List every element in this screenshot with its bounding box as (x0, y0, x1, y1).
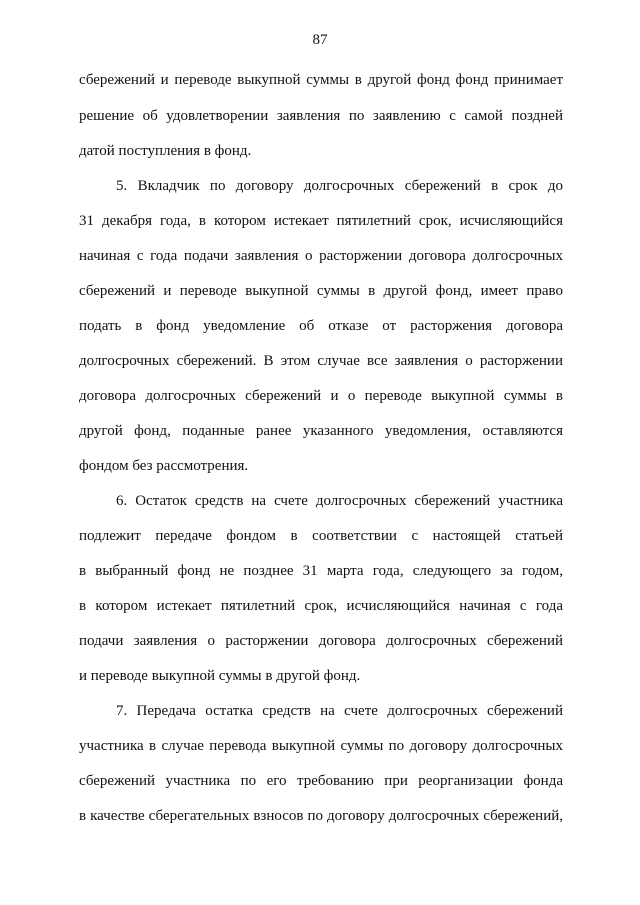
text-line: 31 декабря года, в котором истекает пятилетний срок, исчисляющийся (79, 213, 563, 229)
text-line: долгосрочных сбережений. В этом случае все заявления о расторжении (79, 353, 563, 369)
text-line: участника в случае перевода выкупной суммы по договору долгосрочных (79, 738, 563, 754)
text-line: в качестве сберегательных взносов по договору долгосрочных сбережений, (79, 808, 563, 824)
text-line: датой поступления в фонд. (79, 143, 252, 159)
text-line: сбережений и переводе выкупной суммы в другой фонд фонд принимает (79, 72, 563, 88)
text-line: в выбранный фонд не позднее 31 марта года, следующего за годом, (79, 563, 563, 579)
paragraph-7-first-line: 7. Передача остатка средств на счете долгосрочных сбережений (116, 703, 563, 719)
paragraph-5-first-line: 5. Вкладчик по договору долгосрочных сбережений в срок до (116, 178, 563, 194)
text-line: подлежит передаче фондом в соответствии с настоящей статьей (79, 528, 563, 544)
text-line: подачи заявления о расторжении договора долгосрочных сбережений (79, 633, 563, 649)
text-line: фондом без рассмотрения. (79, 458, 249, 474)
text-line: другой фонд, поданные ранее указанного уведомления, оставляются (79, 423, 563, 439)
text-line: начиная с года подачи заявления о расторжении договора долгосрочных (79, 248, 563, 264)
text-line: сбережений участника по его требованию при реорганизации фонда (79, 773, 563, 789)
text-line: решение об удовлетворении заявления по заявлению с самой поздней (79, 108, 563, 124)
text-line: договора долгосрочных сбережений и о переводе выкупной суммы в (79, 388, 563, 404)
text-line: в котором истекает пятилетний срок, исчисляющийся начиная с года (79, 598, 563, 614)
text-line: сбережений и переводе выкупной суммы в другой фонд, имеет право (79, 283, 563, 299)
page-number: 87 (312, 32, 328, 48)
text-line: подать в фонд уведомление об отказе от расторжения договора (79, 318, 563, 334)
paragraph-6-first-line: 6. Остаток средств на счете долгосрочных сбережений участника (116, 493, 563, 509)
text-line: и переводе выкупной суммы в другой фонд. (79, 668, 361, 684)
